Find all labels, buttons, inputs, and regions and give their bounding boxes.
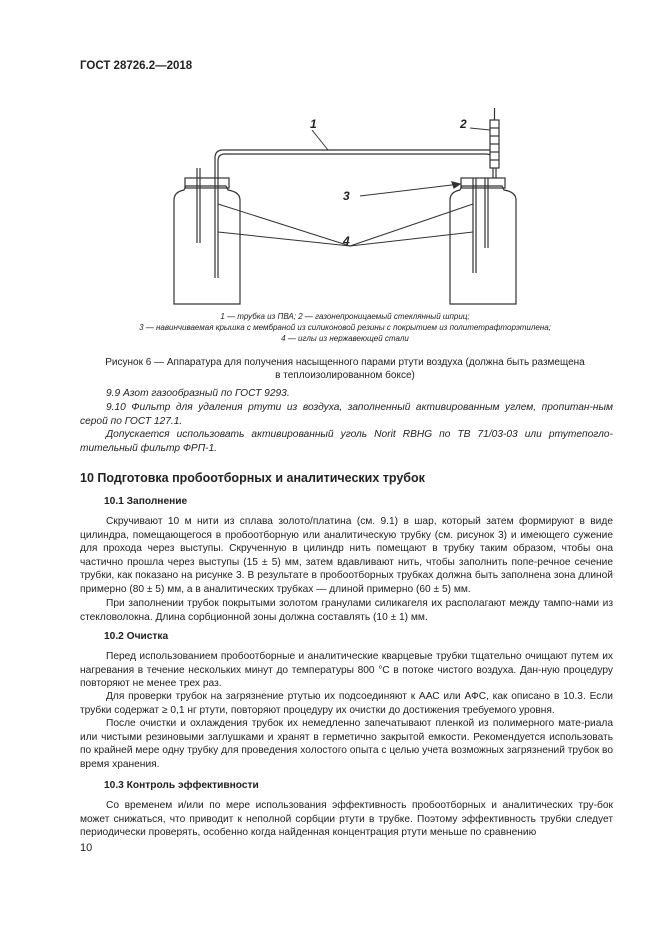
- section-10-title: 10 Подготовка пробоотборных и аналитических трубок: [80, 471, 425, 485]
- left-bottle: [174, 186, 240, 304]
- figure-legend-2: 3 — навинчиваемая крышка с мембраной из силиконовой резины с покрытием из политетрафторэтилена;: [139, 323, 551, 332]
- right-bottle: [450, 186, 516, 304]
- section-10-2-title: 10.2 Очистка: [104, 631, 169, 642]
- label-1: 1: [310, 117, 317, 131]
- section-10-2-para-3: После очистки и охлаждения трубок их немедленно запечатывают пленкой из полимерного мате-риала или чистыми резиновыми заглушками и хранят в герметично закрытой емкости. Рекомендуется использовать по крайней мере одну трубку для проведения холостого опыта с целью учета возможных загрязнений трубок во время хранения.: [80, 718, 613, 770]
- apparatus-figure: [160, 108, 540, 308]
- item-9-10-note: Допускается использовать активированный уголь Norit RBHG по ТВ 71/03-03 или ртутепогло-тительный фильтр ФРП-1.: [80, 429, 613, 454]
- section-10-1-para-2: При заполнении трубок покрытыми золотом гранулами силикагеля их располагают между тампо-нами из стекловолокна. Длина сорбционной зоны должна составлять (10 ± 1) мм.: [80, 598, 613, 623]
- label-2: 2: [460, 117, 467, 131]
- section-10-1-title: 10.1 Заполнение: [104, 496, 188, 507]
- label-4: 4: [343, 234, 350, 248]
- item-9-9: 9.9 Азот газообразный по ГОСТ 9293.: [106, 388, 290, 399]
- figure-caption-1: Рисунок 6 — Аппаратура для получения насыщенного парами ртути воздуха (должна быть размещена: [105, 357, 585, 368]
- section-10-2-para-1: Перед использованием пробоотборные и аналитические кварцевые трубки тщательно очищают путем их нагревания в течение нескольких минут до температуры 800 °С в потоке чистого воздуха. Дан-ную процедуру повторяют не менее трех раз.: [80, 651, 613, 690]
- section-10-2-para-2: Для проверки трубок на загрязнение ртутью их подсоединяют к ААС или АФС, как описано в 10.3. Если трубки содержат ≥ 0,1 нг ртути, повторяют процедуру их очистки до достижения требуемого уровня.: [80, 691, 613, 716]
- figure-legend-1: 1 — трубка из ПВА; 2 — газонепроницаемый стеклянный шприц;: [220, 312, 470, 321]
- section-10-1-para-1: Скручивают 10 м нити из сплава золото/платина (см. 9.1) в шар, который затем формируют в виде цилиндра, помещающегося в пробоотборную или аналитическую трубку (см. рисунок 3) и имеющего сужение для прохода через выступы. Скрученную в цилиндр нить помещают в трубку таким образом, чтобы она частично прошла через выступы (15 ± 5) мм, затем вдавливают нить, чтобы заполнить попе-речное сечение трубки, как показано на рисунке 3. В результате в пробоотборных трубках должна быть заполнена зона длиной примерно (80 ± 5) мм, а в аналитических трубках — длиной примерно (60 ± 5) мм.: [80, 516, 613, 595]
- figure-caption-2: в теплоизолированном боксе): [275, 370, 415, 381]
- section-10-3-title: 10.3 Контроль эффективности: [104, 780, 259, 791]
- document-header: ГОСТ 28726.2—2018: [80, 60, 193, 72]
- figure-legend-3: 4 — иглы из нержавеющей стали: [281, 334, 409, 343]
- label-3: 3: [343, 189, 350, 203]
- section-10-3-para-1: Со временем и/или по мере использования эффективность пробоотборных и аналитических тру-бок может снижаться, что приводит к неполной сорбции ртути в трубке. Поэтому эффективность трубки следует периодически проверять, особенно когда найденная концентрация ртути меньше по сравнению: [80, 800, 613, 839]
- page-number: 10: [80, 842, 93, 854]
- item-9-10: 9.10 Фильтр для удаления ртути из воздуха, заполненный активированным углем, пропитан-ным серой по ГОСТ 127.1.: [80, 402, 613, 427]
